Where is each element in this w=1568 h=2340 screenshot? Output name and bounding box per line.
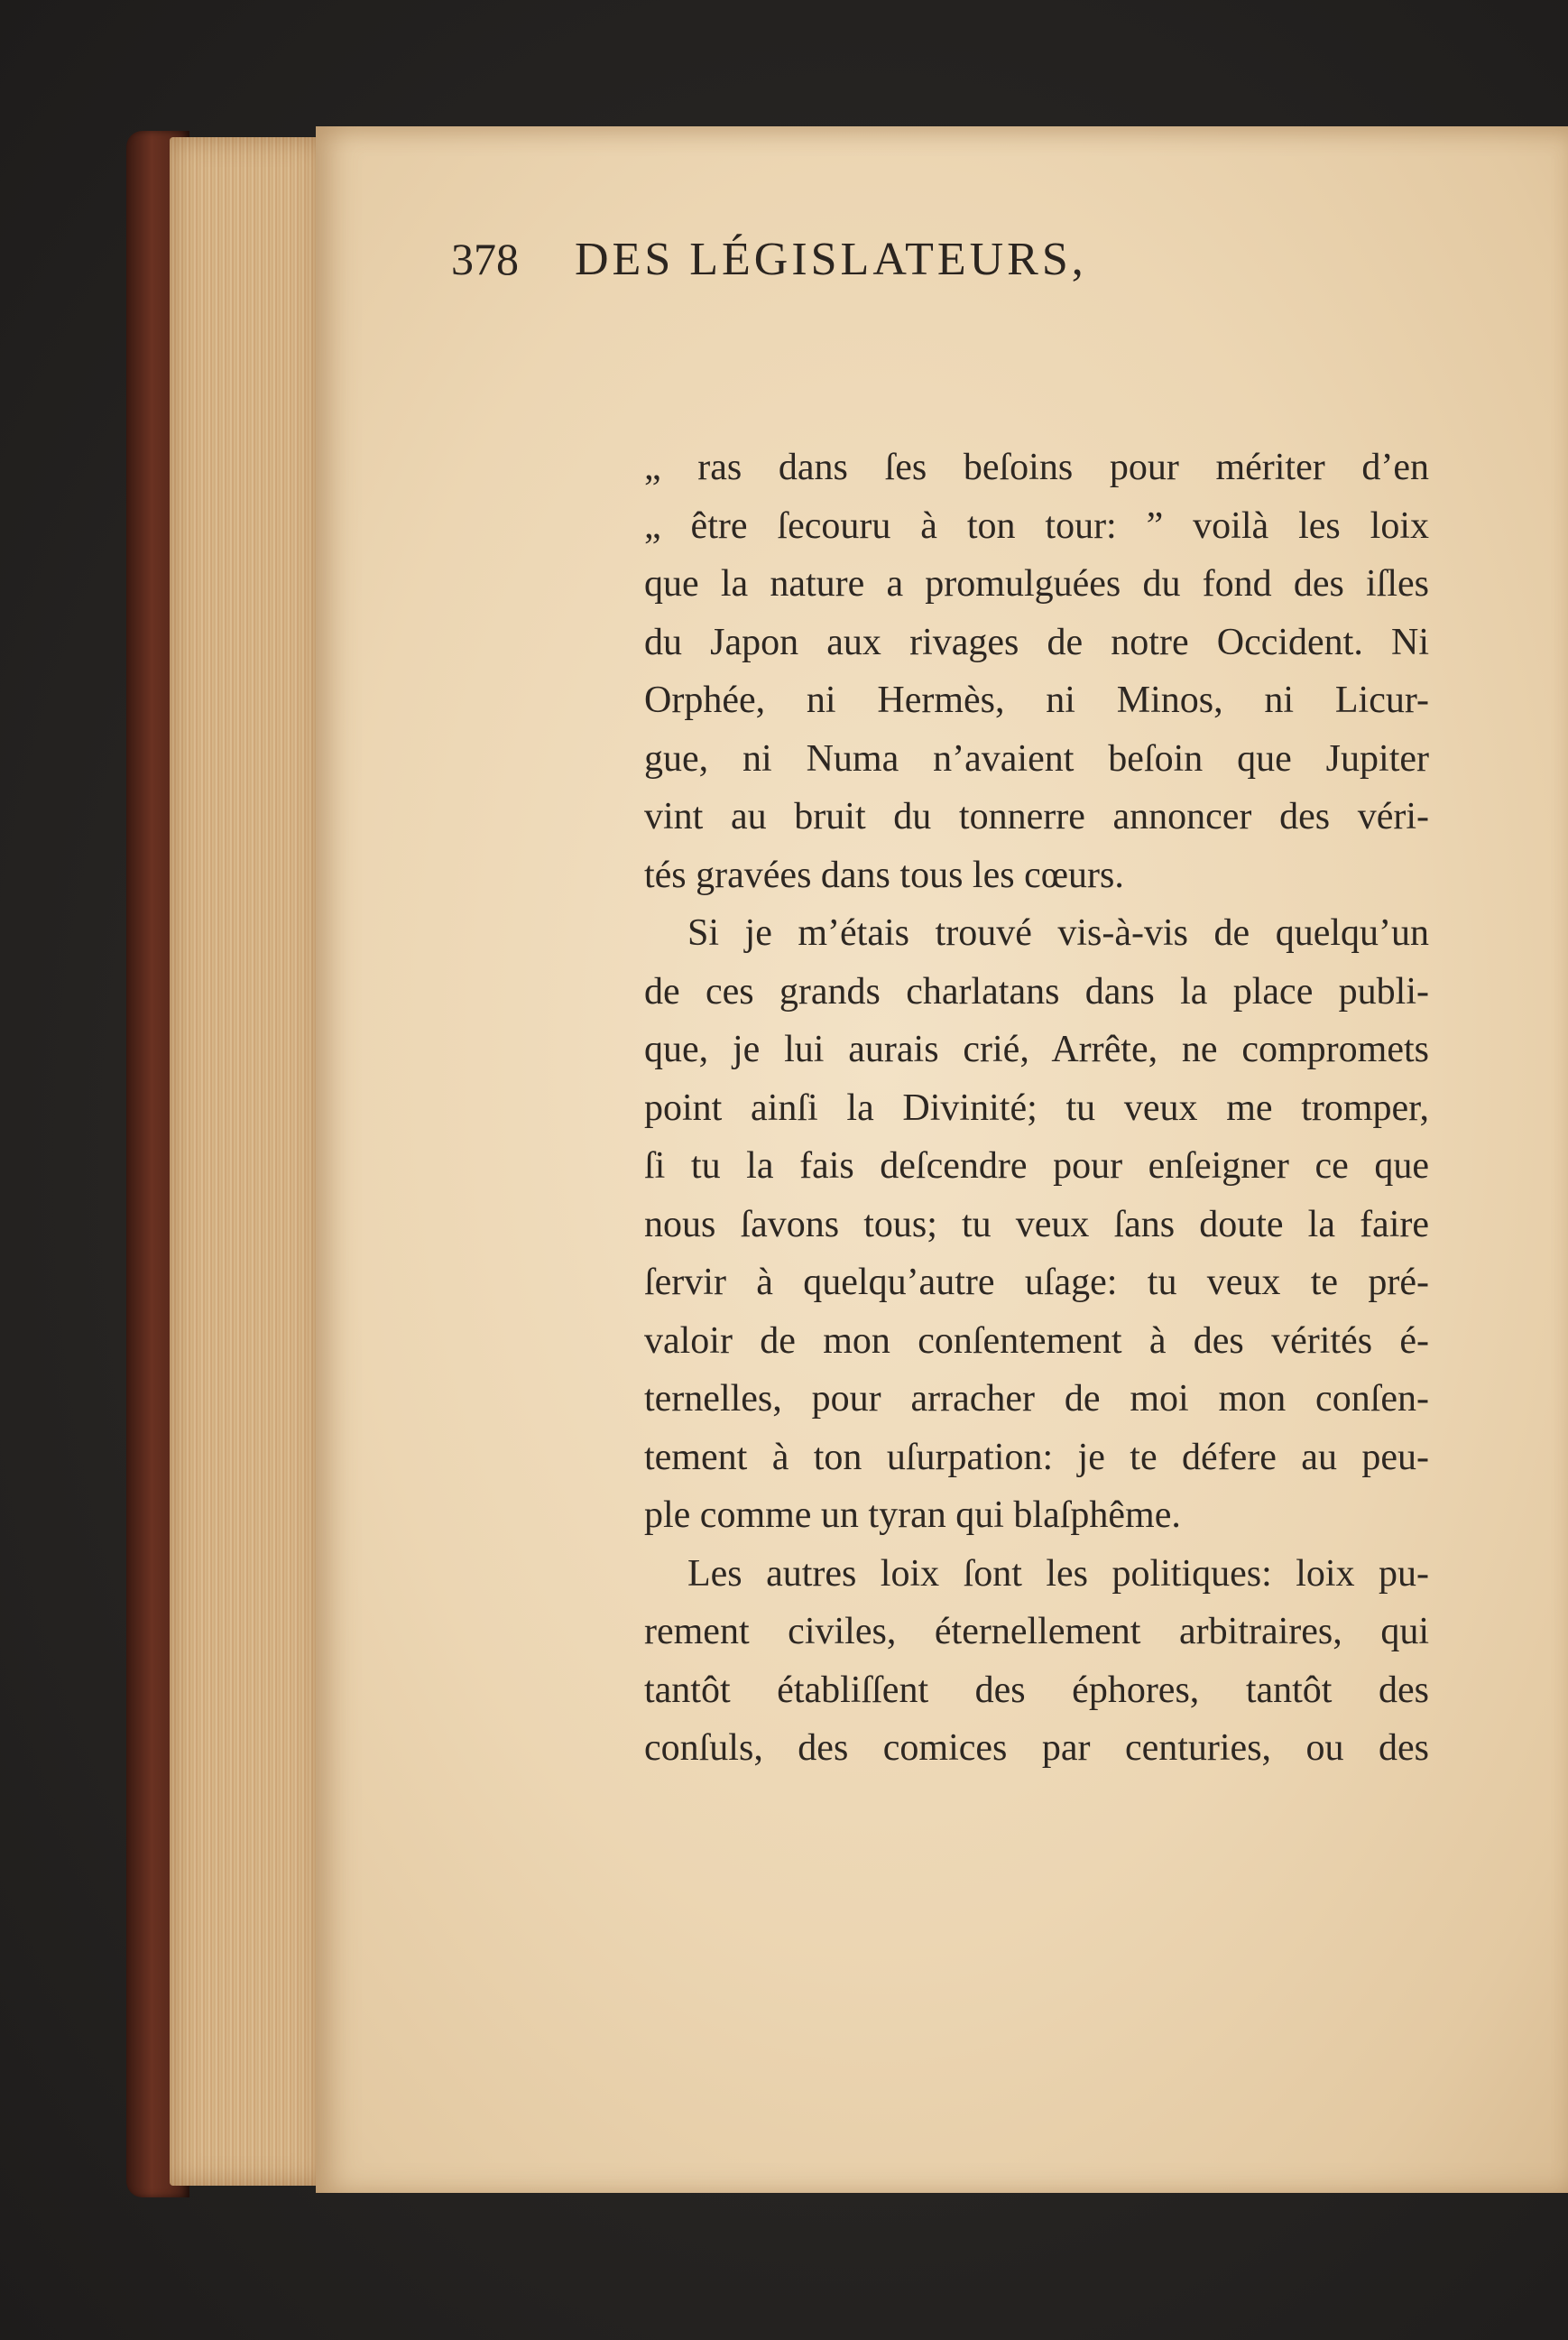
text-line: Les autres loix ſont les politiques: loix pu-	[687, 1552, 1429, 1595]
text-line: ple comme un tyran qui blaſphême.	[644, 1494, 1181, 1536]
text-line: ternelles, pour arracher de moi mon conſen-	[644, 1378, 1429, 1420]
page-header	[451, 233, 1317, 296]
text-line: du Japon aux rivages de notre Occident. Ni	[644, 621, 1429, 663]
text-line: ſi tu la fais deſcendre pour enſeigner ce que	[644, 1145, 1429, 1187]
text-line: nous ſavons tous; tu veux ſans doute la faire	[644, 1203, 1429, 1245]
text-line: „ ras dans ſes beſoins pour mériter d’en	[644, 447, 1429, 488]
text-line: valoir de mon conſentement à des vérités é-	[644, 1319, 1429, 1362]
page-number: 378	[451, 234, 519, 284]
page-edges	[170, 137, 323, 2186]
text-line: „ être ſecouru à ton tour: ” voilà les loix	[644, 504, 1429, 547]
body-text	[644, 439, 1429, 1778]
text-line: tantôt établiſſent des éphores, tantôt des	[644, 1669, 1429, 1711]
text-line: tés gravées dans tous les cœurs.	[644, 854, 1124, 896]
text-line: Orphée, ni Hermès, ni Minos, ni Licur-	[644, 680, 1429, 721]
text-line: conſuls, des comices par centuries, ou des	[644, 1727, 1429, 1769]
text-line: ſervir à quelqu’autre uſage: tu veux te pré-	[644, 1262, 1429, 1303]
text-line: Si je m’étais trouvé vis-à-vis de quelqu’un	[687, 912, 1429, 954]
text-line: que, je lui aurais crié, Arrête, ne compromets	[644, 1029, 1429, 1070]
text-line: tement à ton uſurpation: je te défere au peu-	[644, 1436, 1429, 1478]
text-line: point ainſi la Divinité; tu veux me tromper,	[644, 1087, 1429, 1129]
text-line: de ces grands charlatans dans la place publi-	[644, 970, 1429, 1013]
text-line: rement civiles, éternellement arbitraires, qui	[644, 1611, 1429, 1652]
text-line: gue, ni Numa n’avaient beſoin que Jupiter	[644, 737, 1429, 780]
running-head: DES LÉGISLATEURS,	[575, 234, 1087, 285]
text-line: que la nature a promulguées du fond des iſles	[644, 563, 1429, 605]
text-line: vint au bruit du tonnerre annoncer des véri-	[644, 796, 1429, 837]
